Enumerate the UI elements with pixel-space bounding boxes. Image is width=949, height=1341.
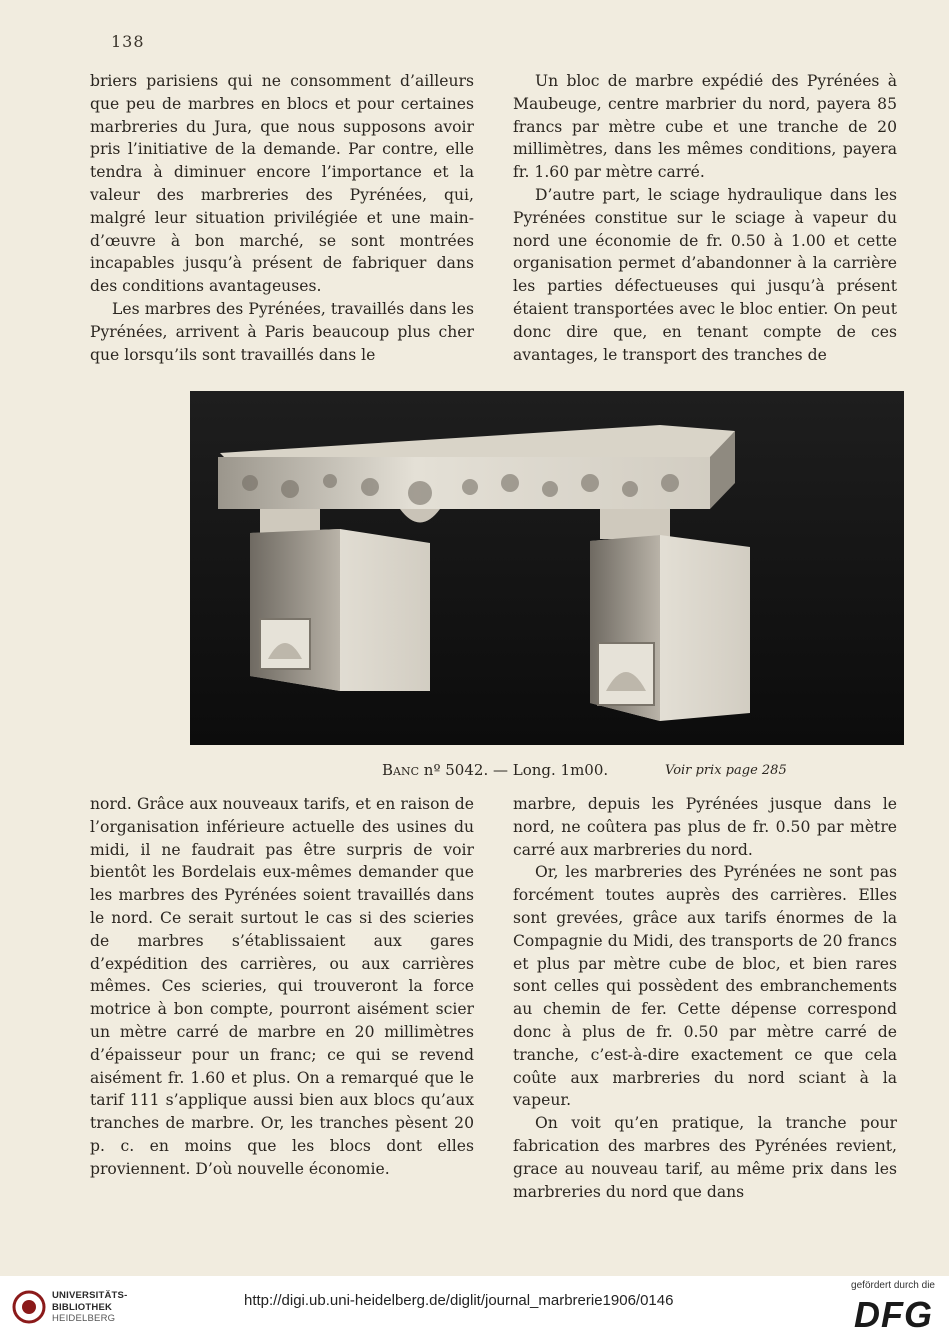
- price-reference: Voir prix page 285: [665, 763, 787, 778]
- paragraph: nord. Grâce aux nouveaux tarifs, et en raison de l’organisation inférieure actuelle des usines du midi, il ne faudrait pas être surpris de voir bientôt les Bordelais eux-mêmes demander que les marbres des Pyrénées soient travaillés dans le nord. Ce serait surtout le cas si des scieries de marbres s’établissaient aux gares d’expédition des carrières, ou aux carrières mêmes. Ces scieries, qui trouveront la force motrice à bon compte, pourront aisément scier un mètre carré de marbre en 20 millimètres d’épaisseur pour un franc; ce qui se revend aisément fr. 1.60 et plus. On a remarqué que le tarif 111 s’applique aussi bien aux blocs qu’aux tranches de marbre. Or, les tranches pèsent 20 p. c. en moins que les blocs dont elles proviennent. D’où nouvelle économie.: [90, 795, 474, 1178]
- paragraph: briers parisiens qui ne consomment d’ailleurs que peu de marbres en blocs et pour certaines marbreries du Jura, que nous supposons avoir pris l’initiative de la demande. Par contre, elle tendra à diminuer encore l’importance et la valeur des marbreries des Pyrénées, qui, malgré leur situation privilégiée et une main-d’œuvre à bon marché, se sont montrées incapables jusqu’à présent de fabriquer dans des conditions avantageuses.: [90, 72, 474, 296]
- marble-bench-photo: [190, 391, 904, 745]
- dfg-logo: DFG: [854, 1294, 933, 1335]
- page-number: 138: [111, 32, 145, 51]
- paragraph: Or, les marbreries des Pyrénées ne sont pas forcément toutes auprès des carrières. Elles sont grevées, grâce aux tarifs énormes de la Compagnie du Midi, des transports de 20 francs et plus par mètre cube de bloc, et bien rares sont celles qui possèdent des embranchements au chemin de fer. Cette dépense correspond donc à plus de fr. 0.50 par mètre carré de tranche, c’est-à-dire exactement ce que cela coûte aux marbreries du nord sciant à la vapeur.: [513, 863, 897, 1110]
- figure-caption: [382, 761, 608, 779]
- right-column-bottom: [513, 793, 897, 1203]
- caption-prefix: Banc: [382, 761, 420, 779]
- library-line: UNIVERSITÄTS-: [52, 1290, 128, 1301]
- paragraph: On voit qu’en pratique, la tranche pour fabrication des marbres des Pyrénées revient, grace au nouveau tarif, au même prix dans les marbreries du nord que dans: [513, 1114, 897, 1201]
- library-logo-icon: [12, 1290, 46, 1324]
- footer-bar: [0, 1276, 949, 1341]
- library-line: HEIDELBERG: [52, 1313, 116, 1324]
- paragraph: Un bloc de marbre expédié des Pyrénées à Maubeuge, centre marbrier du nord, payera 85 francs par mètre cube et une tranche de 20 millimètres, dans les mêmes conditions, payera fr. 1.60 par mètre carré.: [513, 72, 897, 182]
- paragraph: D’autre part, le sciage hydraulique dans les Pyrénées constitue sur le sciage à vapeur du nord une économie de fr. 0.50 à 1.00 et cette organisation permet d’abandonner à la carrière les parties défectueuses qui jusqu’à présent étaient transportées avec le bloc entier. On peut donc dire que, en tenant compte de ces avantages, le transport des tranches de: [513, 185, 897, 364]
- left-column-top: [90, 70, 474, 366]
- left-column-bottom: [90, 793, 474, 1181]
- paragraph: marbre, depuis les Pyrénées jusque dans le nord, ne coûtera pas plus de fr. 0.50 par mètre carré aux marbreries du nord.: [513, 795, 897, 859]
- right-column-top: [513, 70, 897, 366]
- paragraph: Les marbres des Pyrénées, travaillés dans les Pyrénées, arrivent à Paris beaucoup plus cher que lorsqu’ils sont travaillés dans le: [90, 299, 474, 364]
- library-line: BIBLIOTHEK: [52, 1301, 113, 1313]
- library-name: [52, 1290, 127, 1325]
- funder-label: gefördert durch die: [851, 1280, 935, 1291]
- bench-illustration: [190, 391, 904, 745]
- caption-text: nº 5042. — Long. 1m00.: [419, 761, 609, 779]
- source-url-link[interactable]: http://digi.ub.uni-heidelberg.de/diglit/journal_marbrerie1906/0146: [244, 1292, 674, 1309]
